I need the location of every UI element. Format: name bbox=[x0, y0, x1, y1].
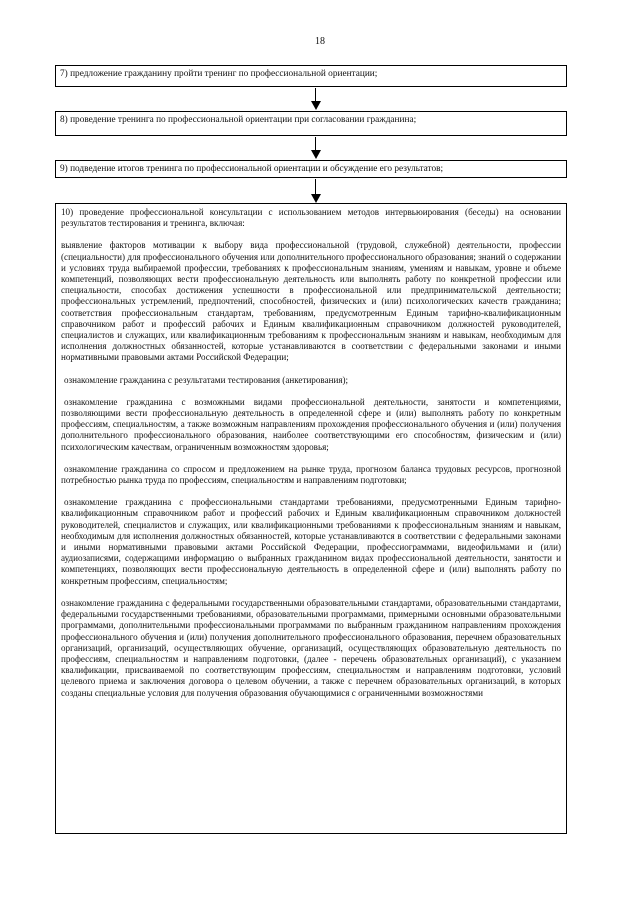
consultation-item-test-results: ознакомление гражданина с результатами тестирования (анкетирования); bbox=[64, 374, 349, 385]
step-8-box bbox=[55, 111, 567, 136]
step-9-text: 9) подведение итогов тренинга по профессиональной ориентации и обсуждение его результатов; bbox=[60, 164, 444, 174]
step-8-text: 8) проведение тренинга по профессиональной ориентации при согласовании гражданина; bbox=[60, 115, 417, 125]
page-number: 18 bbox=[315, 36, 325, 47]
consultation-item-motivation: выявление факторов мотивации к выбору вида профессиональной (трудовой, служебной) деятельности, профессии (специальности) для профессионального обучения или дополнительного профессионального образования; знаний о содержании и условиях труда выбираемой профессии, требованиях к профессиональным знаниям, умениям и навыкам, уровне и объеме компетенций, позволяющих вести профессиональную деятельность или выполнять работу по конкретной профессии или специальности, способах достижения успешности в профессиональной или предпринимательской деятельности; профессиональных устремлений, предпочтений, способностей, физических и (или) психологических качеств гражданина; соответствия профессиональным стандартам, требованиям, предусмотренным Единым тарифно-квалификационным справочником работ и профессий рабочих и Единым квалификационным справочником должностей руководителей, специалистов и служащих, или квалификационным требованиям к профессиональным знаниям и навыкам, необходимым для исполнения должностных обязанностей, которые устанавливаются в соответствии с федеральными законами и иными нормативными правовыми актами Российской Федерации; bbox=[61, 240, 561, 363]
flow-arrow-2 bbox=[311, 137, 321, 159]
step-7-text: 7) предложение гражданину пройти тренинг по профессиональной ориентации; bbox=[60, 69, 378, 79]
consultation-item-standards: ознакомление гражданина с профессиональными стандартами требованиями, предусмотренными Единым тарифно-квалификационным справочником работ и профессий рабочих и Единым квалификационным справочником должностей руководителей, специалистов и служащих, или квалификационными требованиями к профессиональным знаниям и навыкам, необходимым для исполнения должностных обязанностей, которые устанавливаются в соответствии с федеральными законами и иными нормативными правовыми актами Российской Федерации, профессиограммами, видеофильмами и (или) аудиозаписями, содержащими информацию о выбранных гражданином видах профессиональной деятельности, занятости и компетенциях, позволяющих вести профессиональную деятельность в определенной сфере и (или) выполнять работу по конкретным профессиям, специальностям; bbox=[61, 497, 561, 586]
consultation-item-education: ознакомление гражданина с федеральными государственными образовательными стандартами, образовательными стандартами, федеральными государственными требованиями, образовательными программами, примерными основными образовательными программами, дополнительными профессиональными программами по выбранным гражданином направлениям прохождения профессионального обучения и (или) получения дополнительного профессионального образования, перечнем образовательных организаций, организаций, осуществляющих обучение, организаций, осуществляющих образовательную деятельность по профессиям, специальностям и направлениям подготовки, (далее - перечень образовательных организаций), с указанием квалификации, присваиваемой по соответствующим профессиям, специальностям и направлениям подготовки, условий целевого приема и заключения договора о целевом обучении, а также с перечнем образовательных организаций, в которых созданы специальные условия для получения образования обучающимися с ограниченными возможностями bbox=[61, 597, 561, 698]
flow-arrow-1 bbox=[311, 88, 321, 110]
flow-arrow-3 bbox=[311, 179, 321, 203]
step-10-heading: 10) проведение профессиональной консультации с использованием методов интервьюирования (беседы) на основании результатов тестирования и тренинга, включая: bbox=[61, 207, 561, 229]
step-10-box bbox=[55, 203, 567, 834]
step-7-box bbox=[55, 65, 567, 87]
consultation-item-activity-types: ознакомление гражданина с возможными видами профессиональной деятельности, занятости и компетенциями, позволяющими вести профессиональную деятельность в определенной сфере и (или) выполнять работу по конкретным профессиям, специальностям, а также возможным направлениям прохождения профессионального обучения и (или) получения дополнительного профессионального образования, наиболее соответствующими его способностям, физическим и (или) психологическим качествам, ограниченным возможностям здоровья; bbox=[61, 396, 561, 452]
step-9-box bbox=[55, 160, 567, 178]
consultation-item-labor-market: ознакомление гражданина со спросом и предложением на рынке труда, прогнозом баланса трудовых ресурсов, прогнозной потребностью рынка труда по профессиям, специальностям и направлениям подготовки; bbox=[61, 463, 561, 486]
